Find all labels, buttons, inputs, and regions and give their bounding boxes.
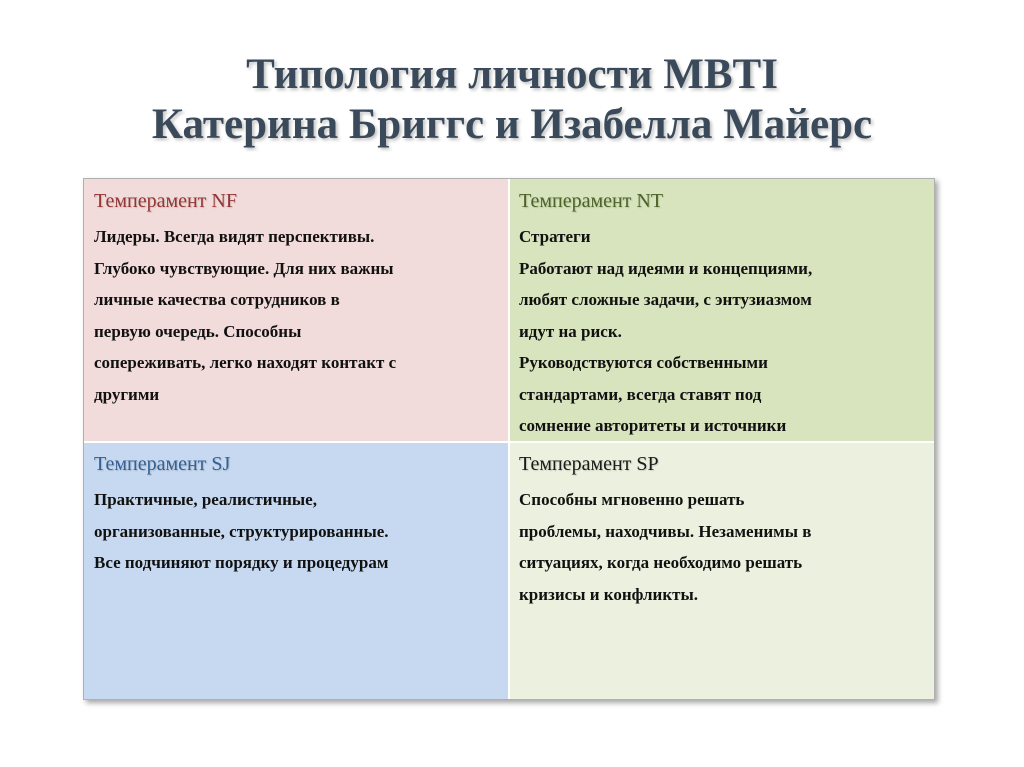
cell-sj-line: Все подчиняют порядку и процедурам [94,553,389,572]
cell-nt [509,179,934,442]
cell-sp-line: ситуациях, когда необходимо решать [519,553,803,572]
cell-nt-line: сомнение авторитеты и источники [519,416,787,435]
cell-nt-line: Работают над идеями и концепциями, [519,258,813,278]
cell-sj-line: организованные, структурированные. [94,521,389,541]
cell-nf-line: Глубоко чувствующие. Для них важны [94,258,394,278]
cell-sp-line: кризисы и конфликты. [519,584,698,604]
cell-sj-heading: Темперамент SJ [94,453,231,475]
title-line-2: Катерина Бриггс и Изабелла Майерс [151,101,873,148]
cell-sp [509,442,934,699]
cell-nt-heading: Темперамент NT [519,190,664,212]
cell-nt-line: любят сложные задачи, с энтузиазмом [519,290,812,309]
cell-sp-line: проблемы, находчивы. Незаменимы в [519,521,812,541]
cell-nf-line: Лидеры. Всегда видят перспективы. [94,227,375,246]
cell-sj-line: Практичные, реалистичные, [94,490,317,509]
cell-nt-line: стандартами, всегда ставят под [519,384,762,404]
cell-sp-line: Способны мгновенно решать [519,490,745,509]
cell-nt-line: идут на риск. [519,321,622,341]
cell-nf-line: личные качества сотрудников в [94,290,340,309]
cell-nf-line: сопереживать, легко находят контакт с [94,353,397,372]
cell-nt-line: Руководствуются собственными [519,353,768,372]
cell-nf-line: первую очередь. Способны [94,321,302,341]
temperament-table [83,178,935,700]
cell-sp-heading: Темперамент SP [519,453,659,475]
page-title [0,50,1024,150]
table-divider-vertical [508,179,510,699]
cell-sj [84,442,509,699]
title-line-1: Типология личности MBTI [246,51,778,98]
table-divider-horizontal [84,441,934,443]
cell-nf [84,179,509,442]
cell-nt-line: Стратеги [519,227,591,246]
cell-nf-line: другими [94,384,160,404]
cell-nf-heading: Темперамент NF [94,190,237,212]
